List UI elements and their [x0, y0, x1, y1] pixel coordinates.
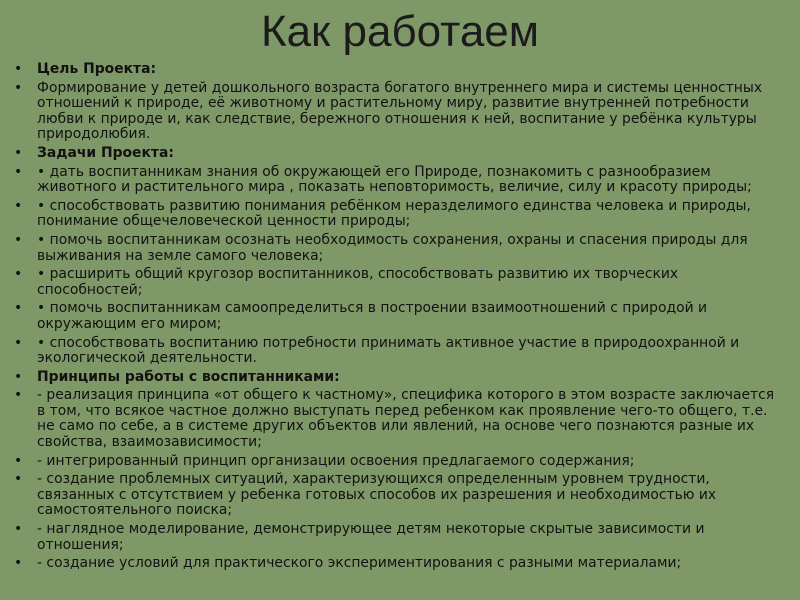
bullet-icon: •: [14, 452, 23, 469]
bullet-icon: •: [14, 471, 23, 488]
list-item-goal-heading: [14, 62, 786, 78]
list-item-task-5: [14, 301, 786, 332]
bullet-icon: •: [14, 300, 23, 317]
list-item-task-2: [14, 199, 786, 230]
bullet-icon: •: [14, 61, 23, 77]
slide-content: [14, 62, 786, 575]
bullet-icon: •: [14, 555, 23, 572]
list-item-task-6: [14, 336, 786, 367]
list-item-principle-1: [14, 388, 786, 450]
bullet-icon: •: [14, 231, 23, 248]
bullet-icon: •: [14, 266, 23, 283]
bullet-icon: •: [14, 79, 23, 96]
bullet-icon: •: [14, 163, 23, 180]
task-text: • помочь воспитанникам осознать необходимость сохранения, охраны и спасения природы для выживания на земле самого человека;: [37, 231, 748, 264]
task-text: • дать воспитанникам знания об окружающей его Природе, познакомить с разнообразием животного и растительного мира , показать неповторимость, величие, силу и красоту природы;: [37, 163, 752, 196]
list-item-principle-3: [14, 472, 786, 519]
list-item-task-4: [14, 267, 786, 298]
goal-heading: Цель Проекта:: [37, 61, 157, 77]
bullet-icon: •: [14, 368, 23, 385]
task-text: • способствовать воспитанию потребности принимать активное участие в природоохранной и экологической деятельности.: [37, 334, 740, 367]
list-item-tasks-heading: [14, 146, 786, 162]
task-text: • расширить общий кругозор воспитанников, способствовать развитию их творческих способностей;: [37, 266, 679, 298]
bullet-icon: •: [14, 334, 23, 351]
bullet-icon: •: [14, 387, 23, 404]
list-item-principle-5: [14, 556, 786, 572]
principle-text: - реализация принципа «от общего к частному», специфика которого в этом возрасте заключается в том, что всякое частное должно выступать перед ребенком как проявление чего-то общего, т.е. не само по себе, а в системе других объектов или явлений, на основе чего познаются разные их свойства, взаимозависимости;: [37, 387, 775, 451]
bullet-icon: •: [14, 197, 23, 214]
tasks-heading: Задачи Проекта:: [37, 144, 174, 161]
principle-text: - создание проблемных ситуаций, характеризующихся определенным уровнем трудности, связанных с отсутствием у ребенка готовых способов их разрешения и необходимостью их самостоятельного поиска;: [37, 471, 717, 519]
bullet-icon: •: [14, 144, 23, 161]
list-item-task-1: [14, 165, 786, 196]
goal-text: Формирование у детей дошкольного возраста богатого внутреннего мира и системы ценностных отношений к природе, её животному и растительному миру, развитие внутренней потребности любви к природе и, как следствие, бережного отношения к ней, воспитание у ребёнка культуры природолюбия.: [37, 79, 763, 143]
task-text: • помочь воспитанникам самоопределиться в построении взаимоотношений с природой и окружающим его миром;: [37, 300, 708, 332]
principle-text: - создание условий для практического экспериментирования с разными материалами;: [37, 555, 682, 572]
list-item-goal-text: [14, 81, 786, 143]
list-item-principles-heading: [14, 370, 786, 386]
list-item-principle-2: [14, 454, 786, 470]
slide-title: Как работаем: [260, 7, 540, 56]
principles-heading: Принципы работы с воспитанниками:: [37, 368, 340, 385]
task-text: • способствовать развитию понимания ребёнком неразделимого единства человека и природы, понимание общечеловеческой ценности природы;: [37, 197, 751, 230]
list-item-principle-4: [14, 522, 786, 553]
principle-text: - наглядное моделирование, демонстрирующее детям некоторые скрытые зависимости и отношения;: [37, 521, 705, 553]
list-item-task-3: [14, 233, 786, 264]
bullet-icon: •: [14, 521, 23, 538]
principle-text: - интегрированный принцип организации освоения предлагаемого содержания;: [37, 452, 635, 469]
